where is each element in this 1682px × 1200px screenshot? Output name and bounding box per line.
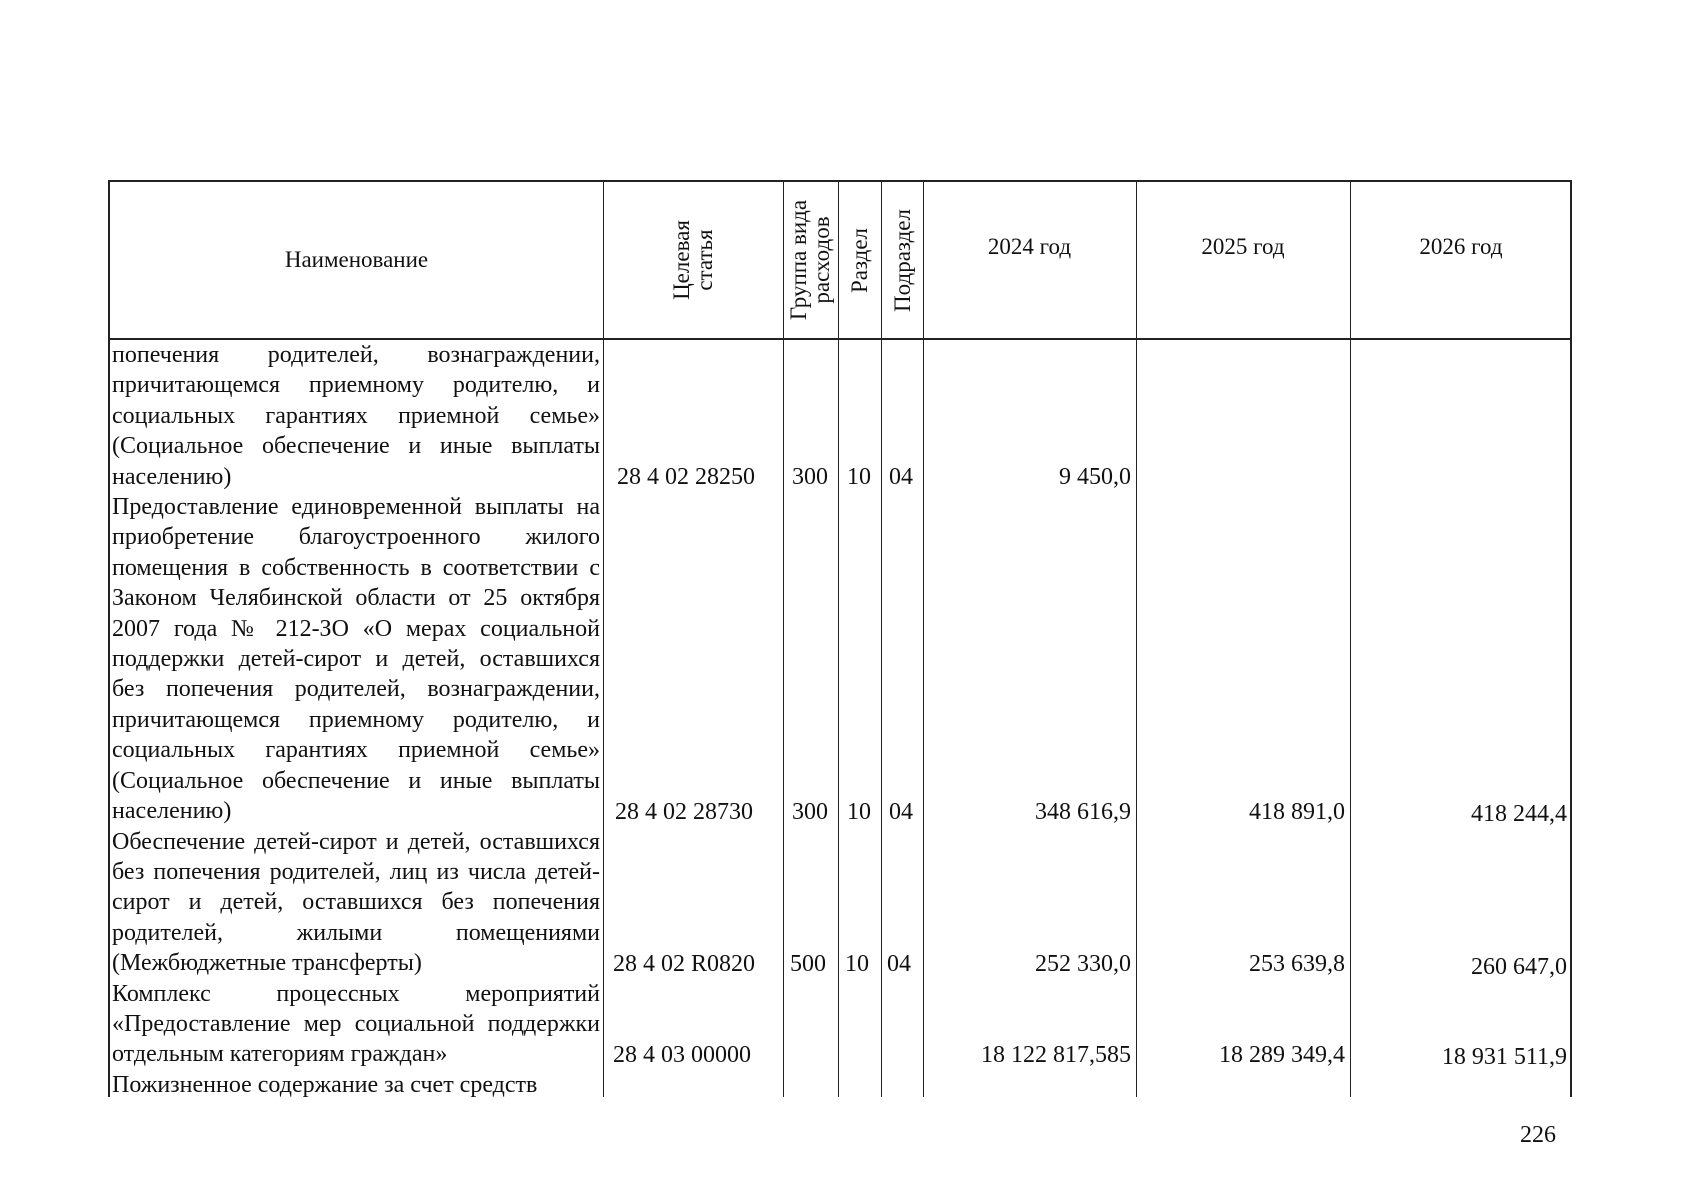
row-value-2025: 253 639,8 [1249, 951, 1345, 977]
row-value-2024: 9 450,0 [1059, 464, 1131, 490]
row-value-2024: 348 616,9 [1035, 799, 1131, 825]
row-code: 28 4 03 00000 [613, 1042, 751, 1068]
row-subsection: 04 [889, 799, 913, 825]
row-group: 300 [792, 464, 828, 490]
header-year-2024 [923, 182, 1136, 338]
header-section [838, 182, 881, 338]
row-value-2026: 18 931 511,9 [1441, 1044, 1567, 1070]
row-code: 28 4 02 28250 [617, 464, 755, 490]
header-expense-group-line1: Группа вида [786, 199, 812, 321]
row-value-2025: 18 289 349,4 [1219, 1042, 1345, 1068]
header-target-article [603, 182, 783, 338]
row-section: 10 [847, 464, 871, 490]
header-subsection [881, 182, 923, 338]
row-group: 500 [790, 951, 826, 977]
row-code: 28 4 02 R0820 [613, 951, 756, 977]
page-number: 226 [1520, 1122, 1556, 1148]
row-subsection: 04 [889, 464, 913, 490]
row-value-2024: 18 122 817,585 [981, 1042, 1131, 1068]
header-name [110, 182, 603, 338]
header-name-label: Наименование [284, 247, 429, 272]
row-value-2026: 418 244,4 [1471, 801, 1567, 827]
header-year-2026 [1350, 182, 1572, 338]
header-year-2025 [1136, 182, 1350, 338]
header-subsection-label: Подраздел [889, 208, 915, 312]
header-section-label: Раздел [847, 227, 872, 293]
header-year-2026-label: 2026 год [1419, 234, 1503, 259]
header-expense-group [783, 182, 838, 338]
header-expense-group-label [788, 200, 834, 320]
row-value-2026: 260 647,0 [1471, 954, 1567, 980]
row-group: 300 [792, 799, 828, 825]
header-target-article-label [670, 220, 716, 300]
header-expense-group-line2: расходов [809, 216, 835, 304]
budget-table [108, 180, 1572, 1097]
row-value-2024: 252 330,0 [1035, 951, 1131, 977]
row-section: 10 [845, 951, 869, 977]
header-year-2025-label: 2025 год [1201, 234, 1285, 259]
row-code: 28 4 02 28730 [615, 799, 753, 825]
row-value-2025: 418 891,0 [1249, 799, 1345, 825]
header-target-article-line2: статья [691, 229, 717, 291]
header-target-article-line1: Целевая [668, 220, 694, 300]
item-names: попечения родителей, вознаграждении, причитающемся приемному родителю, и социальных гарантиях приемной семье» (Социальное обеспечение и иные выплаты населению) Предоставление единовременной выплаты на приобретение благоустроенного жилого помещения в собственность в соответствии с Законом Челябинской области от 25 октября 2007 года № 212-ЗО «О мерах социальной поддержки детей-сирот и детей, оставшихся без попечения родителей, вознаграждении, причитающемся приемному родителю, и социальных гарантиях приемной семье» (Социальное обеспечение и иные выплаты населению) Обеспечение детей-сирот и детей, оставшихся без попечения родителей, лиц из числа детей-сирот и детей, оставшихся без попечения родителей, жилыми помещениями (Межбюджетные трансферты) Комплекс процессных мероприятий «Предоставление мер социальной поддержки отдельным категориям граждан» Пожизненное содержание за счет средств [112, 342, 600, 1098]
header-year-2024-label: 2024 год [987, 234, 1072, 259]
row-subsection: 04 [887, 951, 911, 977]
row-section: 10 [847, 799, 871, 825]
